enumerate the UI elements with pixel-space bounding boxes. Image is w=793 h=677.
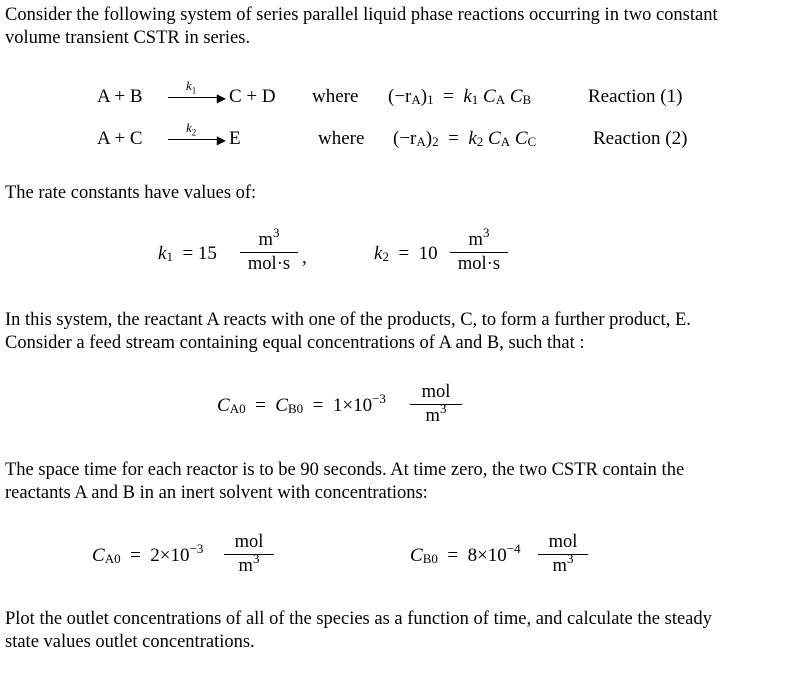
paragraph-4 (5, 608, 786, 654)
feed-unit-fraction: mol $m^3$ (410, 382, 462, 427)
reaction-1-arrow: $k_1$ ▶ (168, 85, 226, 105)
initial-ca0-equation: $C_{A0} = 2\times 10^{-3}$ (92, 541, 204, 566)
rate-constants-heading: The rate constants have values of: (5, 183, 257, 203)
paragraph-2 (5, 309, 786, 355)
initial-cb0-equation: $C_{B0} = 8\times 10^{-4}$ (410, 541, 521, 566)
intro-paragraph (5, 4, 786, 50)
paragraph-4-line-1: Plot the outlet concentrations of all of the species as a function of time, and calculate the steady (5, 609, 712, 629)
paragraph-4-line-2: state values outlet concentrations. (5, 632, 255, 652)
reaction-1-rate-law: $(-r_A)_1 = k_1$ $C_A$ $C_B$ (388, 86, 532, 107)
paragraph-3-line-2: reactants A and B in an inert solvent with concentrations: (5, 483, 428, 503)
reaction-2-arrow: $k_2$ ▶ (168, 127, 226, 147)
k2-lhs: $k_2 = 10$ (374, 243, 438, 264)
reaction-1-where: where (312, 86, 359, 107)
intro-line-1: Consider the following system of series parallel liquid phase reactions occurring in two constant (5, 5, 718, 25)
reaction-2-rate-constant: $k_2$ (186, 120, 197, 138)
reaction-2-rate-law: $(-r_A)_2 = k_2$ $C_A$ $C_C$ (393, 128, 537, 149)
reaction-2-reactants: A + C (97, 128, 143, 149)
reaction-2-where: where (318, 128, 365, 149)
k1-unit-fraction: $m^3$ mol·s (240, 230, 298, 275)
paragraph-2-line-1: In this system, the reactant A reacts with one of the products, C, to form a further product, E. (5, 310, 691, 330)
reaction-2-products: E (229, 128, 241, 149)
paragraph-3 (5, 459, 786, 505)
reaction-1-rate-constant: $k_1$ (186, 78, 197, 96)
k1-trailing-comma: , (302, 247, 307, 268)
reaction-2-label: Reaction (2) (593, 128, 688, 149)
intro-line-2: volume transient CSTR in series. (5, 28, 251, 48)
paragraph-2-line-2: Consider a feed stream containing equal concentrations of A and B, such that : (5, 333, 585, 353)
paragraph-3-line-1: The space time for each reactor is to be 90 seconds. At time zero, the two CSTR contain the (5, 460, 685, 480)
reaction-1-products: C + D (229, 86, 276, 107)
k1-lhs: $k_1 = 15$ (158, 243, 217, 264)
k2-unit-fraction: $m^3$ mol·s (450, 230, 508, 275)
reaction-1-reactants: A + B (97, 86, 143, 107)
initial-cb0-unit-fraction: mol $m^3$ (538, 532, 588, 577)
initial-ca0-unit-fraction: mol $m^3$ (224, 532, 274, 577)
feed-equation: $C_{A0} = C_{B0} = 1\times 10^{-3}$ (217, 391, 386, 416)
reaction-1-label: Reaction (1) (588, 86, 683, 107)
